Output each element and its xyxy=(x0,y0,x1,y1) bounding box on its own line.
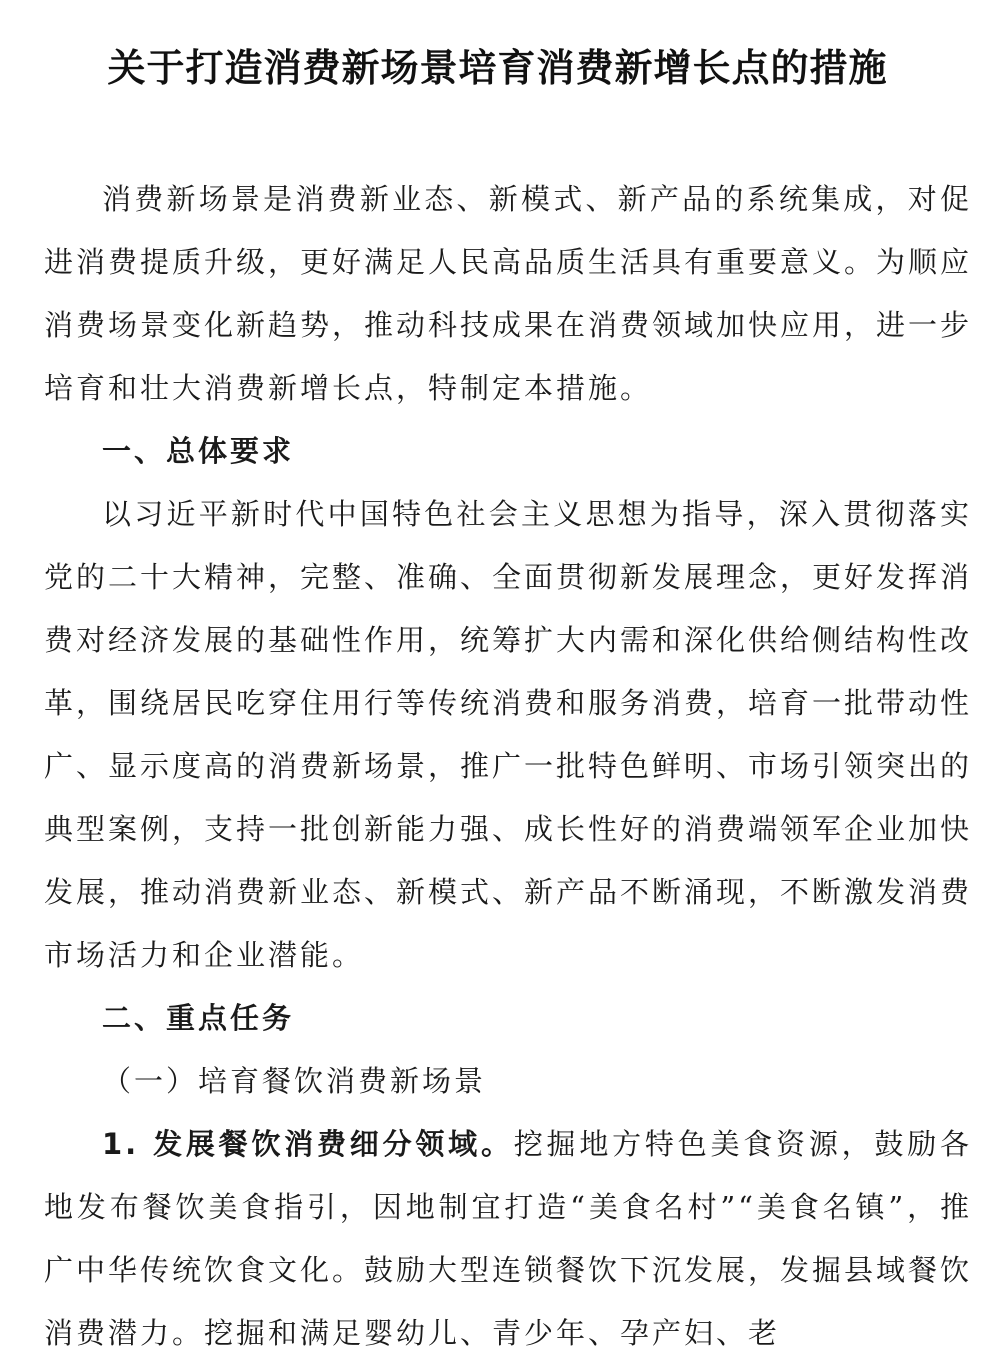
general-requirements-paragraph: 以习近平新时代中国特色社会主义思想为指导，深入贯彻落实党的二十大精神，完整、准确、全面贯彻新发展理念，更好发挥消费对经济发展的基础性作用，统筹扩大内需和深化供给侧结构性改革，围绕居民吃穿住用行等传统消费和服务消费，培育一批带动性广、显示度高的消费新场景，推广一批特色鲜明、市场引领突出的典型案例，支持一批创新能力强、成长性好的消费端领军企业加快发展，推动消费新业态、新模式、新产品不断涌现，不断激发消费市场活力和企业潜能。 xyxy=(44,497,973,972)
catering-item-1-paragraph xyxy=(44,1113,972,1365)
subsection-heading-catering: （一）培育餐饮消费新场景 xyxy=(102,1064,487,1098)
section-heading-key-tasks: 二、重点任务 xyxy=(102,1001,295,1035)
document-title: 关于打造消费新场景培育消费新增长点的措施 xyxy=(107,46,888,90)
section-heading-general-requirements: 一、总体要求 xyxy=(102,434,295,468)
intro-paragraph: 消费新场景是消费新业态、新模式、新产品的系统集成，对促进消费提质升级，更好满足人民高品质生活具有重要意义。为顺应消费场景变化新趋势，推动科技成果在消费领域加快应用，进一步培育和壮大消费新增长点，特制定本措施。 xyxy=(44,182,973,405)
document-body xyxy=(44,168,972,1365)
item-1-lead: 1. 发展餐饮消费细分领域。 xyxy=(102,1127,514,1161)
item-1-text: 挖掘地方特色美食资源，鼓励各地发布餐饮美食指引，因地制宜打造“美食名村”“美食名镇”，推广中华传统饮食文化。鼓励大型连锁餐饮下沉发展，发掘县域餐饮消费潜力。挖掘和满足婴幼儿、青少年、孕产妇、老 xyxy=(44,1127,973,1350)
